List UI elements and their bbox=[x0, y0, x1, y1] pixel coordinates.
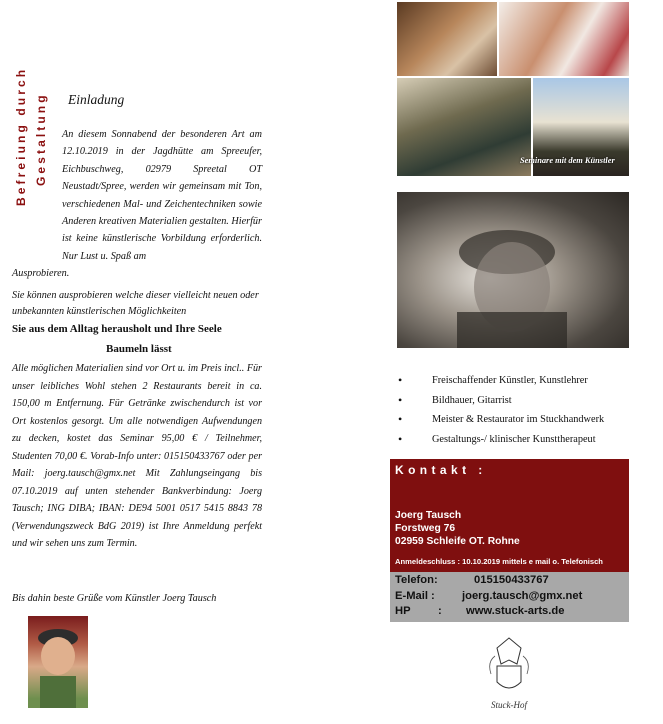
contact-details bbox=[390, 572, 629, 622]
photo-workshop-3 bbox=[397, 78, 531, 176]
highlight-line-2: Baumeln lässt bbox=[106, 343, 172, 355]
closing-greeting: Bis dahin beste Grüße vom Künstler Joerg Tausch bbox=[12, 593, 217, 604]
artist-portrait-large bbox=[397, 192, 629, 348]
qualifications-list bbox=[398, 371, 604, 449]
list-item: • Gestaltungs-/ klinischer Kunsttherapeut bbox=[398, 430, 604, 450]
logo-text: Stuck-Hof bbox=[491, 700, 527, 710]
intro-tail: Ausprobieren. bbox=[12, 268, 70, 279]
phone-value[interactable]: 015150433767 bbox=[474, 574, 549, 586]
contact-title: Kontakt : bbox=[395, 463, 487, 477]
list-item: • Freischaffender Künstler, Kunstlehrer bbox=[398, 371, 604, 391]
homepage-link[interactable]: www.stuck-arts.de bbox=[466, 605, 565, 617]
list-item: • Bildhauer, Gitarrist bbox=[398, 391, 604, 411]
registration-deadline: Anmeldeschluss : 10.10.2019 mittels e mail o. Telefonisch bbox=[395, 557, 603, 566]
contact-city: 02959 Schleife OT. Rohne bbox=[395, 536, 520, 548]
artist-portrait-small bbox=[28, 616, 88, 708]
vertical-title-line2: Gestaltung bbox=[34, 92, 48, 186]
homepage-label: HP bbox=[395, 605, 411, 617]
email-label: E-Mail : bbox=[395, 590, 435, 602]
vertical-title bbox=[4, 36, 54, 216]
possibilities-paragraph: Sie können ausprobieren welche dieser vielleicht neuen oder unbekannten künstlerischen Möglichkeiten bbox=[12, 290, 259, 317]
photo-workshop-1 bbox=[397, 2, 497, 76]
list-item: • Meister & Restaurator im Stuckhandwerk bbox=[398, 410, 604, 430]
stuck-hof-logo bbox=[477, 634, 541, 718]
portrait-silhouette-icon bbox=[397, 192, 629, 348]
phone-label: Telefon: bbox=[395, 574, 438, 586]
contact-street: Forstweg 76 bbox=[395, 523, 456, 535]
email-link[interactable]: joerg.tausch@gmx.net bbox=[462, 590, 583, 602]
artist-face-icon bbox=[28, 616, 88, 708]
homepage-colon: : bbox=[438, 605, 442, 617]
photo-workshop-2 bbox=[499, 2, 629, 76]
vertical-title-line1: Befreiung durch bbox=[14, 66, 28, 206]
contact-address bbox=[395, 509, 520, 549]
intro-paragraph: An diesem Sonnabend der besonderen Art am 12.10.2019 in der Jagdhütte am Spreeufer, Eichbuschweg, 02979 Spreetal OT Neustadt/Spree, werden wir gemeinsam mit Ton, verschiedenen Mal- und Zeichentechniken sowie Anderen kreativen Materialien gestalten. Hierfür ist keine künstlerische Vorbildung erforderlich. Nur Lust u. Spaß am bbox=[62, 129, 262, 262]
invitation-heading: Einladung bbox=[68, 92, 125, 107]
photo-caption: Seminare mit dem Künstler bbox=[520, 156, 615, 165]
details-paragraph: Alle möglichen Materialien sind vor Ort u. im Preis incl.. Für unser leibliches Wohl stehen 2 Restaurants bereit in ca. 150,00 m Entfernung. Für Getränke zwischendurch ist vor Ort kostenlos gesorgt. Um alle notwendigen Aufwendungen zu decken, kostet das Seminar 95,00 € / Teilnehmer, Studenten 70,00 €. Vorab-Info unter: 015150433767 oder per Mail: joerg.tausch@gmx.net Mit Zahlungseingang bis 07.10.2019 auf unten stehender Bankverbindung: Joerg Tausch; ING DIBA; IBAN: DE94 5001 0517 5415 8843 78 (Verwendungszweck BdG 2019) ist Ihre Anmeldung perfekt und wir sehen uns zum Termin. bbox=[12, 363, 262, 549]
crest-icon bbox=[477, 634, 541, 718]
contact-name: Joerg Tausch bbox=[395, 510, 462, 521]
highlight-line-1: Sie aus dem Alltag herausholt und Ihre Seele bbox=[12, 323, 222, 335]
contact-box bbox=[390, 459, 629, 572]
